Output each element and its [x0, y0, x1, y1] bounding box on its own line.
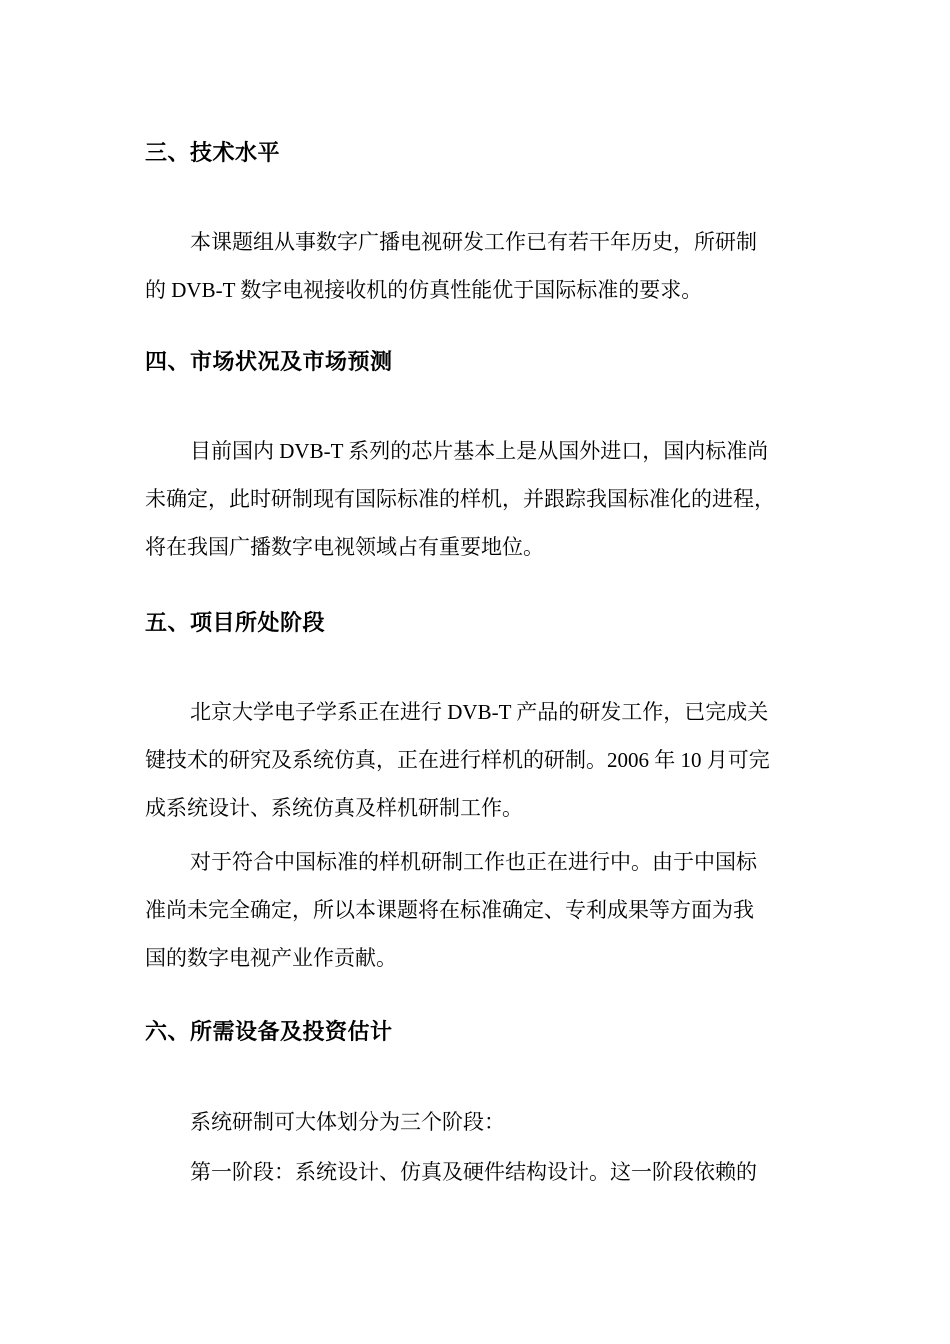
- paragraph-line: 系统研制可大体划分为三个阶段：: [190, 1110, 505, 1134]
- paragraph-line: 目前国内 DVB-T 系列的芯片基本上是从国外进口，国内标准尚: [190, 439, 769, 463]
- paragraph-line: 未确定，此时研制现有国际标准的样机，并跟踪我国标准化的进程，: [145, 487, 775, 511]
- section-heading-equipment: 六、所需设备及投资估计: [145, 1019, 393, 1044]
- paragraph-equipment-1: [145, 1098, 825, 1146]
- paragraph-stage-2: [145, 838, 825, 982]
- paragraph-line: 键技术的研究及系统仿真，正在进行样机的研制。2006 年 10 月可完: [145, 748, 770, 772]
- section-heading-tech: 三、技术水平: [145, 140, 281, 165]
- paragraph-line: 国的数字电视产业作贡献。: [145, 946, 397, 970]
- paragraph-equipment-2: [145, 1148, 825, 1196]
- paragraph-market: [145, 427, 825, 571]
- section-heading-stage: 五、项目所处阶段: [145, 610, 326, 635]
- paragraph-line: 的 DVB-T 数字电视接收机的仿真性能优于国际标准的要求。: [145, 278, 703, 302]
- paragraph-line: 成系统设计、系统仿真及样机研制工作。: [145, 796, 523, 820]
- paragraph-tech: [145, 218, 825, 314]
- paragraph-line: 对于符合中国标准的样机研制工作也正在进行中。由于中国标: [190, 850, 757, 874]
- paragraph-line: 本课题组从事数字广播电视研发工作已有若干年历史，所研制: [190, 230, 757, 254]
- paragraph-line: 第一阶段：系统设计、仿真及硬件结构设计。这一阶段依赖的: [190, 1160, 757, 1184]
- paragraph-stage-1: [145, 688, 825, 832]
- section-heading-market: 四、市场状况及市场预测: [145, 349, 393, 374]
- paragraph-line: 北京大学电子学系正在进行 DVB-T 产品的研发工作，已完成关: [190, 700, 769, 724]
- paragraph-line: 准尚未完全确定，所以本课题将在标准确定、专利成果等方面为我: [145, 898, 754, 922]
- paragraph-line: 将在我国广播数字电视领域占有重要地位。: [145, 535, 544, 559]
